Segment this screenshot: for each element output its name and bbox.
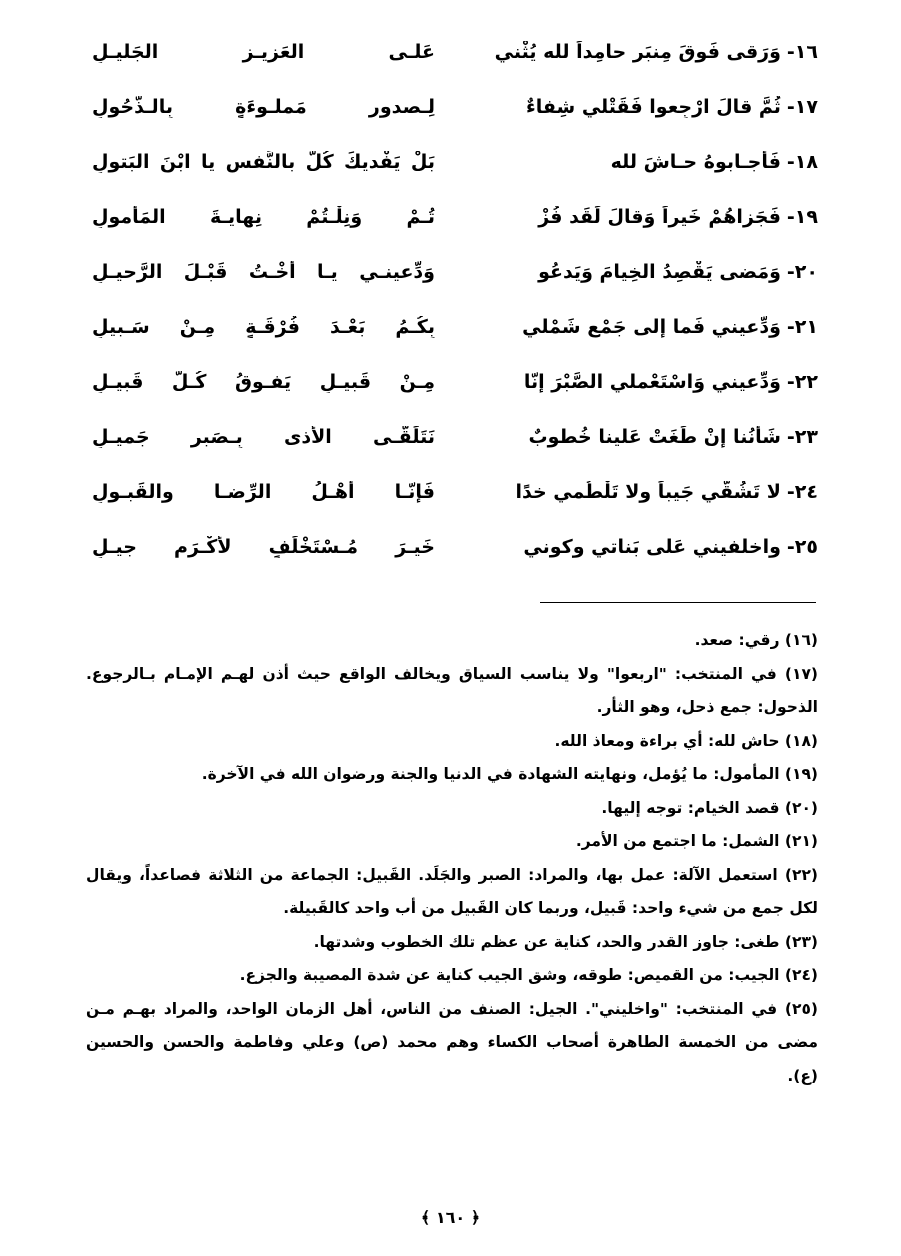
footnote-line: (٢٢) استعمل الآلة: عمل بها، والمراد: الصبر والجَلَد. القَبيل: الجماعة من الثلاثة فصاعداً، ويقال [86,865,818,884]
footnote-line: لكل جمع من شيء واحد: قَبيل، وربما كان القَبيل من أب واحد كالقَبيلة. [283,899,818,917]
verse [92,299,818,354]
verse [92,464,818,519]
page-number: ﴿ ١٦٠ ﴾ [420,1208,481,1227]
footnote-line: مضى من الخمسة الطاهرة أصحاب الكساء وهم محمد (ص) وعلي وفاطمة والحسن والحسين [86,1033,818,1051]
footnote-line: (١٨) حاش لله: أي براءة ومعاذ الله. [554,731,818,750]
verse-number: ١٨- [786,150,818,173]
first-hemistich [443,41,818,63]
verse-number: ٢٢- [786,370,818,393]
verse [92,189,818,244]
verse-number: ٢١- [786,315,818,338]
footnote-line: (٢١) الشمل: ما اجتمع من الأمر. [575,832,818,850]
verse-number: ٢٤- [786,480,818,503]
footnote-line: (٢٣) طغى: جاوز القدر والحد، كناية عن عظم تلك الخطوب وشدتها. [313,932,818,951]
first-hemistich-text: ثُمَّ قالَ ارْجِعوا فَقَتْلي شِفاءٌ [526,95,781,118]
verse [92,79,818,134]
verse-number: ٢٥- [786,535,818,558]
footnote-line: (ع). [787,1066,818,1085]
first-hemistich-text: لا تَشُقّي جَيباً ولا تَلْطُمي خدًا [515,480,781,503]
second-hemistich: وَدِّعينـي يـا أُخْـتُ قَبْـلَ الرَّحيـلِ [92,260,435,283]
verse [92,409,818,464]
verse-number: ٢٠- [786,260,818,283]
first-hemistich [443,206,818,228]
first-hemistich-text: فَجَزاهُمْ خَيراً وَقالَ لَقَد فُزْ [538,205,781,228]
first-hemistich-text: واخلفيني عَلى بَناتي وكوني [523,535,781,558]
second-hemistich: تُـمْ وَنِلْـتُمْ نِهايـةَ المَأمولِ [92,205,435,228]
footnotes [86,624,818,1093]
first-hemistich-text: فَأجـابوهُ حـاشَ لله [610,150,781,173]
first-hemistich [443,151,818,173]
first-hemistich-text: وَمَضى يَقْصِدُ الخِيامَ وَيَدعُو [538,260,781,283]
verse-number: ١٦- [786,40,818,63]
second-hemistich: خَيـرَ مُـسْتَخْلَفٍ لأكْـرَمِ جيـلِ [92,535,435,558]
verse [92,519,818,574]
first-hemistich-text: شَأنُنا إنْ طَغَتْ عَلينا خُطوبٌ [528,425,781,448]
first-hemistich-text: وَرَقى فَوقَ مِنبَرٍ حامِداً لله يُثْني [494,40,781,63]
first-hemistich [443,96,818,118]
first-hemistich [443,371,818,393]
first-hemistich-text: وَدِّعيني فَما إلى جَمْعِ شَمْلي [522,315,781,338]
verse-number: ١٩- [786,205,818,228]
footnote-line: (٢٤) الجيب: من القميص: طوقه، وشق الجيب كناية عن شدة المصيبة والجزع. [239,966,818,984]
second-hemistich: مِـنْ قَبيـلٍ يَفـوقُ كُـلَّ قَبيـلِ [92,370,435,393]
footnote-line: (٢٠) قصد الخيام: توجه إليها. [601,798,818,817]
footnote-separator [540,602,816,603]
second-hemistich: لِـصدورٍ مَملـوءَةٍ بِالـذُّحُولِ [92,95,435,118]
second-hemistich: بَلْ يَفْديكَ كُلٌّ بالنَّفسِ يا ابْنَ البَتولِ [92,150,435,173]
footnote-line: (٢٥) في المنتخب: "واخليني". الجيل: الصنف من الناس، أهل الزمان الواحد، والمراد بهـم مـن [86,999,818,1018]
first-hemistich [443,536,818,558]
first-hemistich [443,261,818,283]
verse [92,244,818,299]
first-hemistich [443,426,818,448]
footnote-line: (١٩) المأمول: ما يُؤمل، ونهايته الشهادة في الدنيا والجنة ورضوان الله في الآخرة. [201,765,818,783]
second-hemistich: فَإنّـا أَهْـلُ الرِّضـا والقَبـولِ [92,480,435,503]
second-hemistich: نَتَلَقّـى الأذى بِـصَبرٍ جَميـلِ [92,425,435,448]
first-hemistich [443,481,818,503]
verse [92,24,818,79]
footnote-line: (١٦) رقي: صعد. [694,631,818,649]
footnote-line: (١٧) في المنتخب: "اربعوا" ولا يناسب السياق ويخالف الواقع حيث أذن لهـم الإمـام بـالرجوع. [86,664,818,683]
first-hemistich [443,316,818,338]
footnote-line: الذحول: جمع ذحل، وهو الثأر. [596,698,818,716]
second-hemistich: عَلـى العَزيـزِ الجَليـلِ [92,40,435,63]
verse [92,354,818,409]
verse-number: ١٧- [786,95,818,118]
verse-number: ٢٣- [786,425,818,448]
poem [92,24,818,574]
first-hemistich-text: وَدِّعيني وَاسْتَعْملي الصَّبْرَ إنّا [523,370,781,393]
verse [92,134,818,189]
second-hemistich: بِكُـمُ بَعْـدَ فُرْقَـةٍ مِـنْ سَـبيلِ [92,315,435,338]
